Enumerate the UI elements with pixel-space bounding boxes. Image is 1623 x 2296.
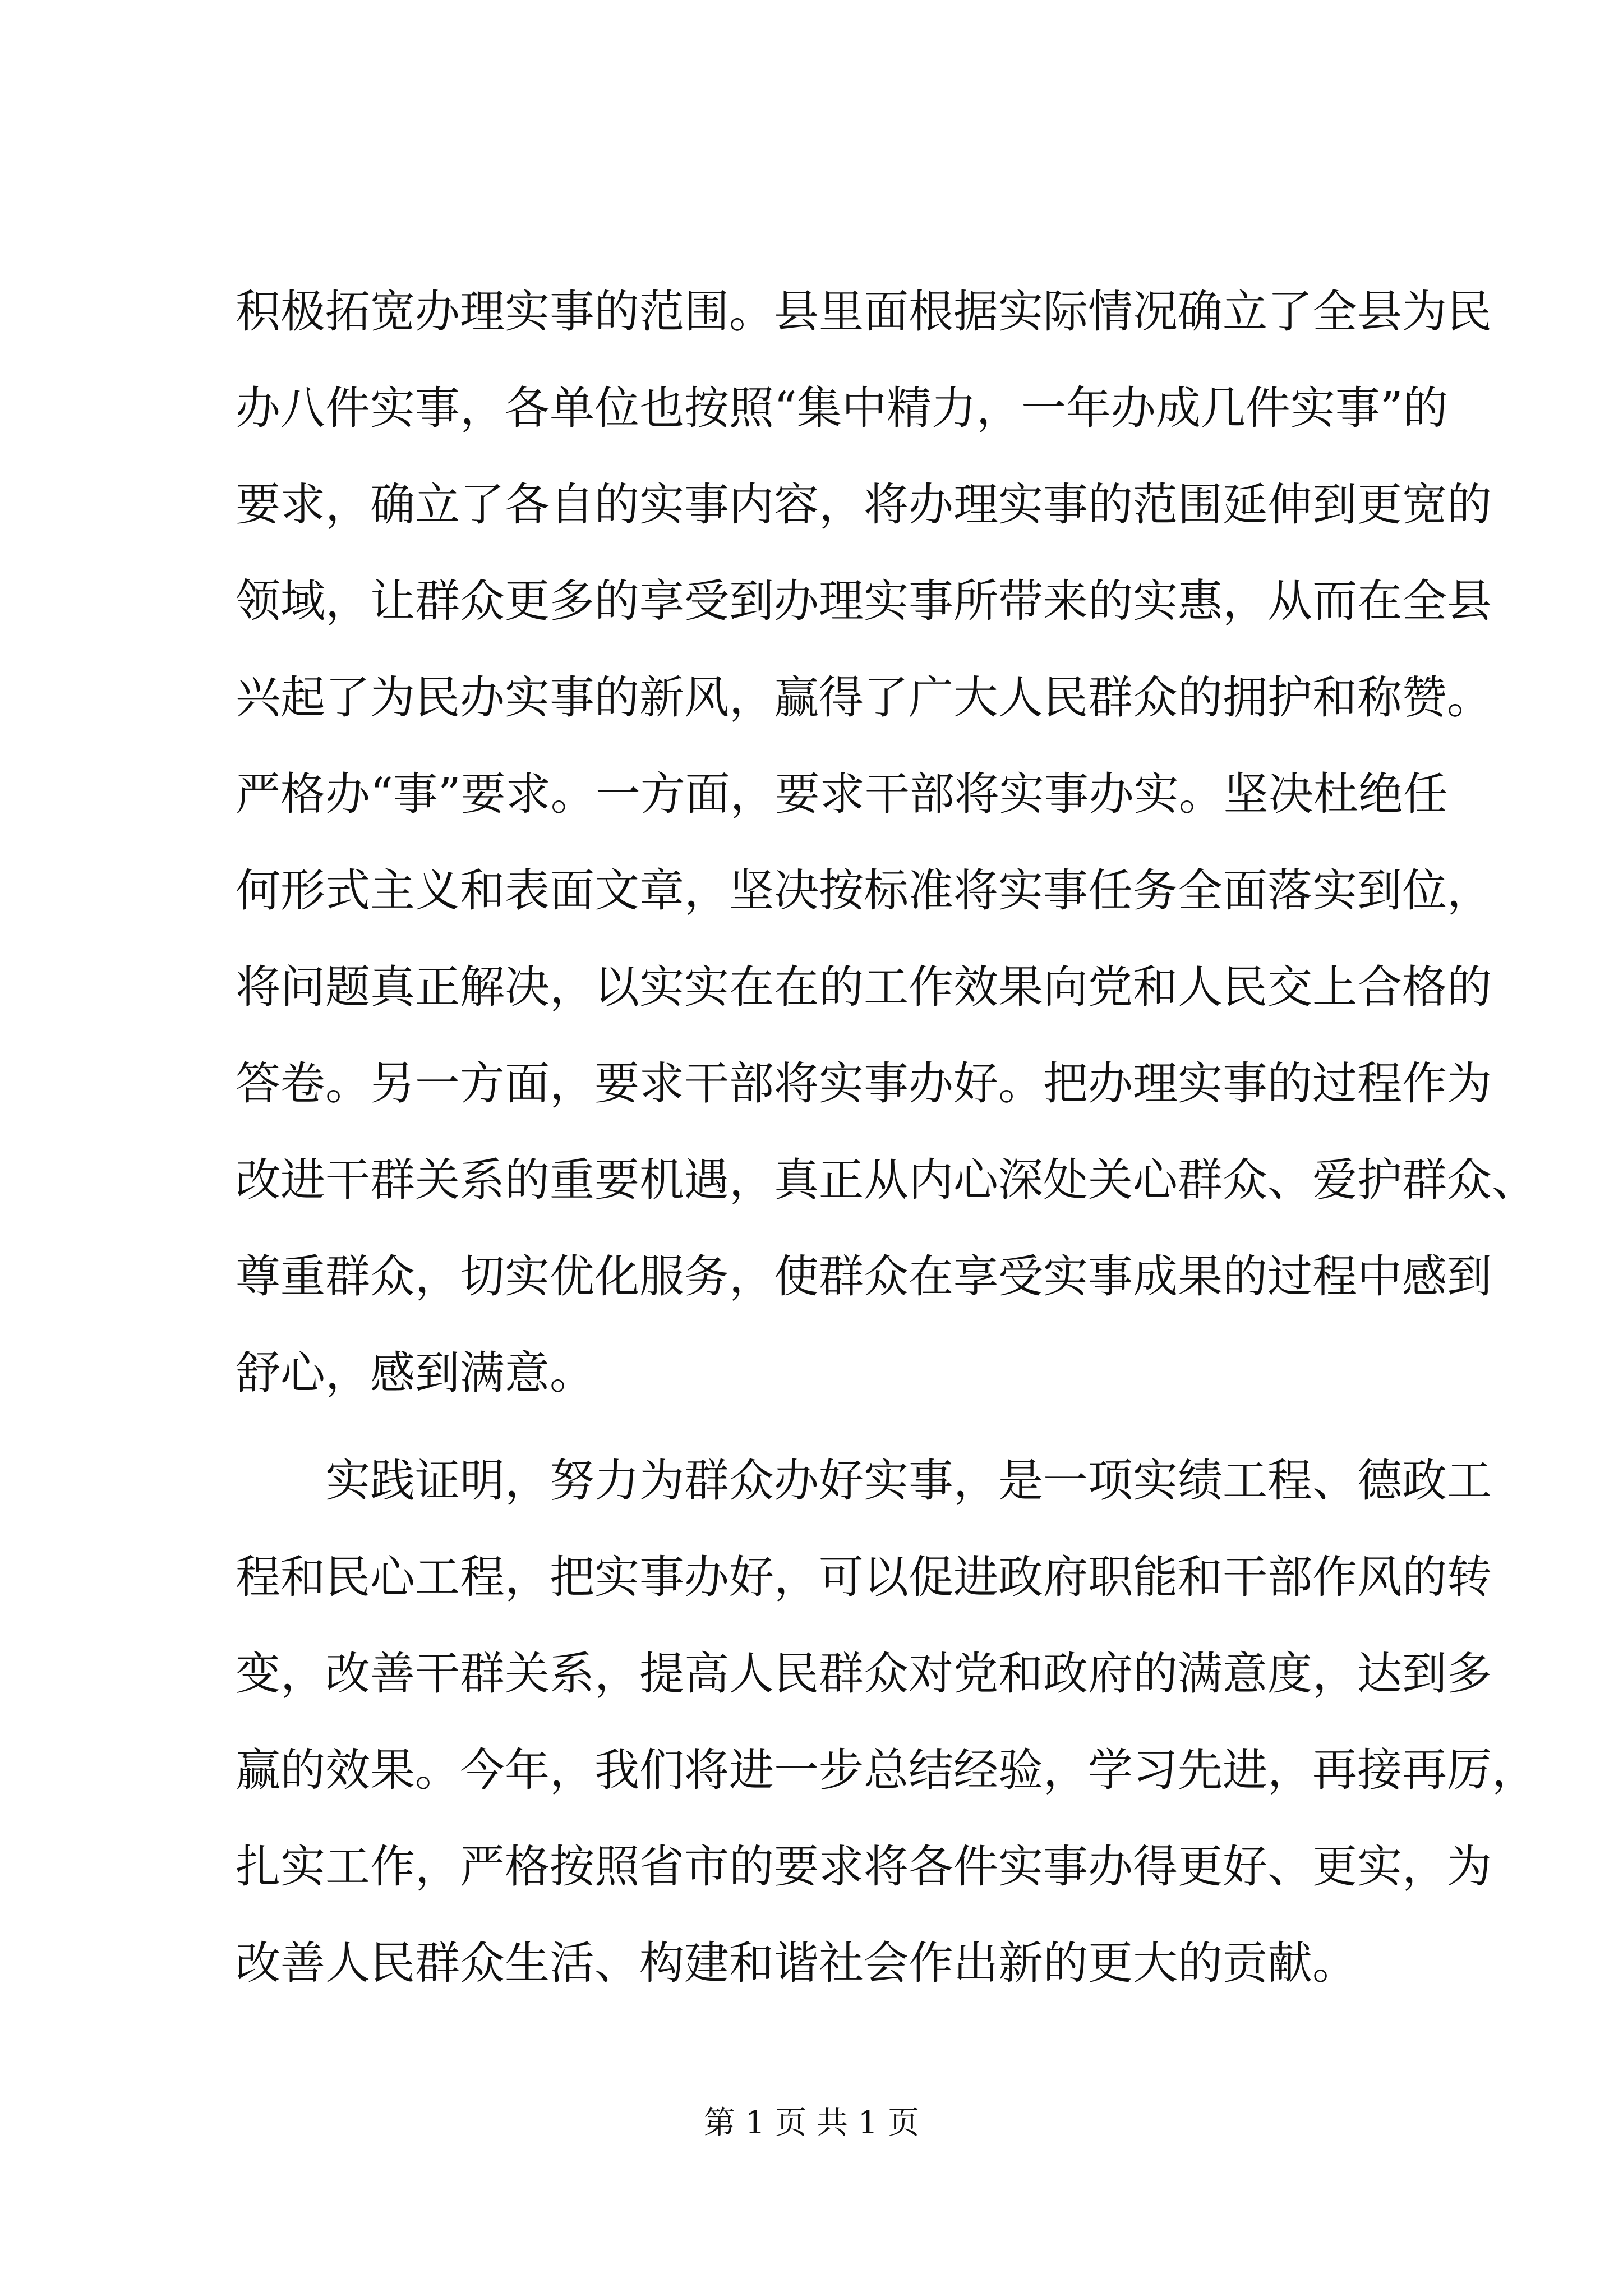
text-line: 变，改善干群关系，提高人民群众对党和政府的满意度，达到多 <box>236 1648 1492 1700</box>
text-line: 严格办“事”要求。一方面，要求干部将实事办实。坚决杜绝任 <box>236 768 1448 820</box>
text-line: 要求，确立了各自的实事内容，将办理实事的范围延伸到更宽的 <box>236 478 1492 531</box>
document-body <box>236 264 1537 2012</box>
text-line: 兴起了为民办实事的新风，赢得了广大人民群众的拥护和称赞。 <box>236 671 1492 724</box>
text-line: 何形式主义和表面文章，坚决按标准将实事任务全面落实到位， <box>236 864 1492 917</box>
paragraph-2 <box>236 1433 1537 2012</box>
text-line: 扎实工作，严格按照省市的要求将各件实事办得更好、更实，为 <box>236 1841 1492 1893</box>
text-line: 赢的效果。今年，我们将进一步总结经验，学习先进，再接再厉， <box>236 1744 1537 1796</box>
text-line: 改善人民群众生活、构建和谐社会作出新的更大的贡献。 <box>236 1937 1357 1989</box>
paragraph-gap <box>236 1421 1413 1433</box>
text-line: 积极拓宽办理实事的范围。县里面根据实际情况确立了全县为民 <box>236 286 1492 338</box>
text-line: 答卷。另一方面，要求干部将实事办好。把办理实事的过程作为 <box>236 1057 1492 1110</box>
paragraph-1 <box>236 264 1537 1421</box>
text-line: 尊重群众，切实优化服务，使群众在享受实事成果的过程中感到 <box>236 1250 1492 1303</box>
text-line: 将问题真正解决，以实实在在的工作效果向党和人民交上合格的 <box>236 961 1492 1013</box>
page-footer: 第 1 页 共 1 页 <box>703 2105 920 2141</box>
text-line: 改进干群关系的重要机遇，真正从内心深处关心群众、爱护群众、 <box>236 1154 1537 1206</box>
text-line: 实践证明，努力为群众办好实事，是一项实绩工程、德政工 <box>325 1455 1492 1507</box>
text-line: 领域，让群众更多的享受到办理实事所带来的实惠，从而在全县 <box>236 575 1492 627</box>
text-line: 舒心，感到满意。 <box>236 1347 594 1399</box>
text-line: 程和民心工程，把实事办好，可以促进政府职能和干部作风的转 <box>236 1551 1492 1603</box>
text-line: 办八件实事，各单位也按照“集中精力，一年办成几件实事”的 <box>236 382 1448 434</box>
